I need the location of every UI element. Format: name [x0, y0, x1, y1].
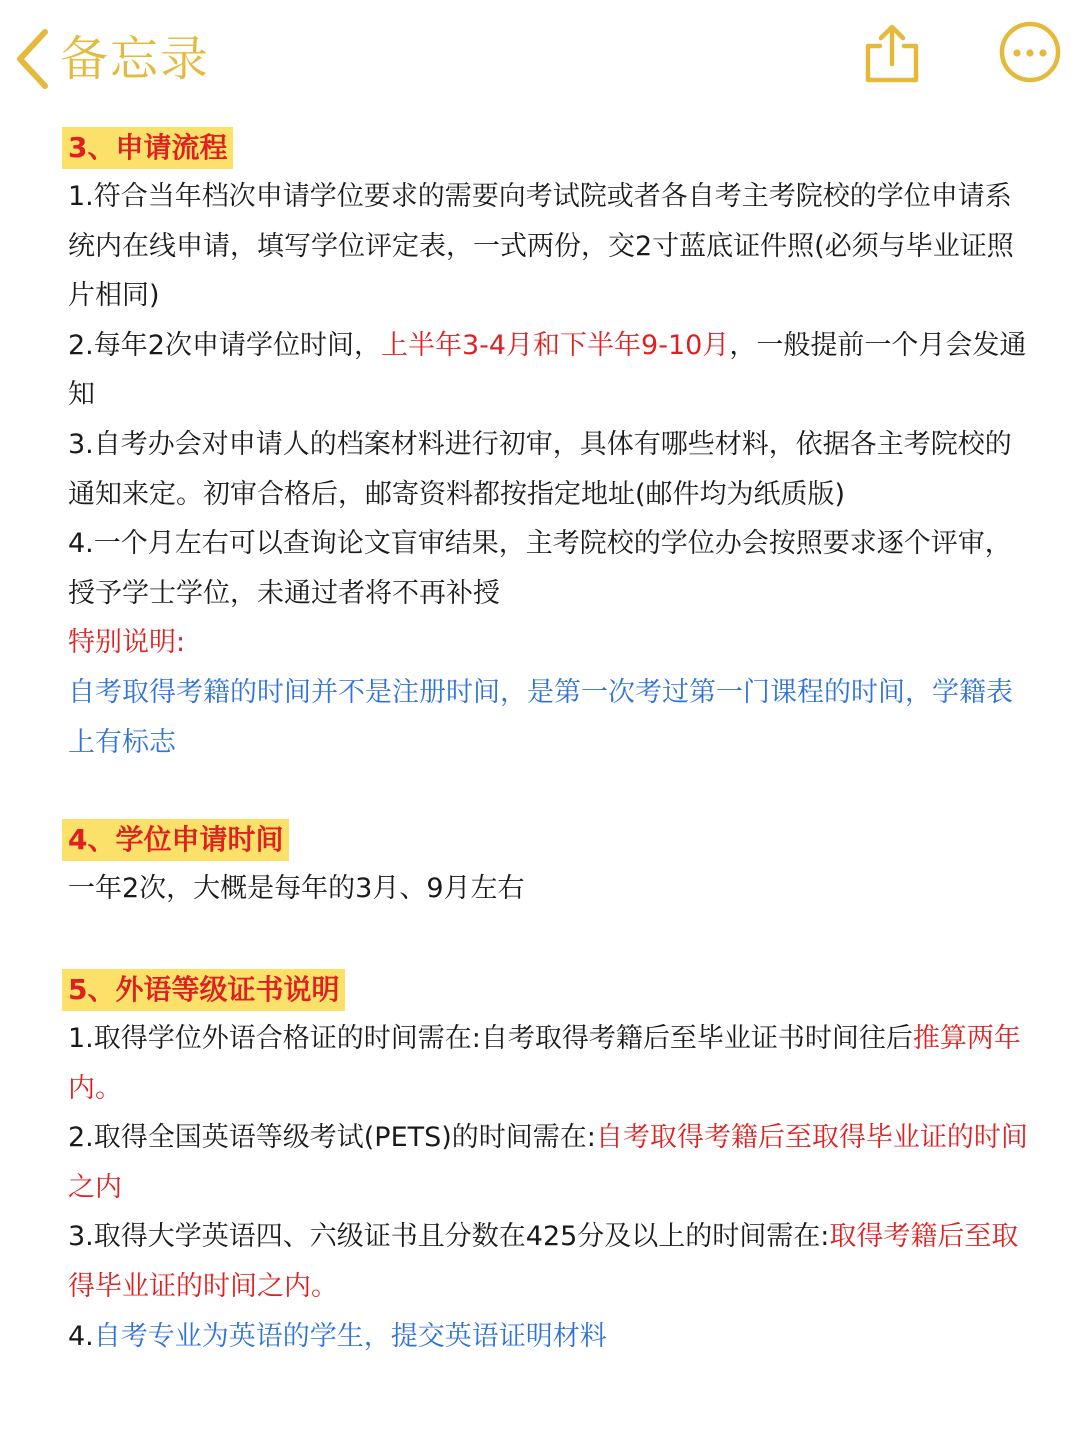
highlight-text: 自考取得考籍后至取得毕业证的时间之内	[68, 1122, 1028, 1203]
paragraph: 3.取得大学英语四、六级证书且分数在425分及以上的时间需在:取得考籍后至取得毕业证的时间之内。	[68, 1221, 1019, 1302]
section-degree-application-time	[68, 816, 1038, 914]
paragraph: 一年2次，大概是每年的3月、9月左右	[68, 873, 525, 904]
paragraph: 1.符合当年档次申请学位要求的需要向考试院或者各自考主考院校的学位申请系统内在线申请，填写学位评定表，一式两份，交2寸蓝底证件照(必须与毕业证照片相同)	[68, 181, 1014, 312]
paragraph: 2.取得全国英语等级考试(PETS)的时间需在:自考取得考籍后至取得毕业证的时间之内	[68, 1122, 1028, 1203]
highlight-text: 自考专业为英语的学生，提交英语证明材料	[93, 1320, 607, 1352]
section-heading: 5、外语等级证书说明	[62, 969, 345, 1011]
special-note-text: 自考取得考籍的时间并不是注册时间，是第一次考过第一门课程的时间，学籍表上有标志	[68, 676, 1013, 758]
paragraph: 4.一个月左右可以查询论文盲审结果，主考院校的学位办会按照要求逐个评审，授予学士学位，未通过者将不再补授	[68, 528, 1012, 609]
back-button[interactable]	[14, 26, 210, 92]
section-heading: 4、学位申请时间	[62, 819, 289, 861]
more-button[interactable]	[998, 20, 1062, 84]
ellipsis-circle-icon	[998, 69, 1062, 88]
paragraph: 3.自考办会对申请人的档案材料进行初审，具体有哪些材料，依据各主考院校的通知来定。初审合格后，邮寄资料都按指定地址(邮件均为纸质版)	[68, 428, 1012, 510]
share-button[interactable]	[862, 22, 922, 86]
paragraph: 2.每年2次申请学位时间，上半年3-4月和下半年9-10月，一般提前一个月会发通知	[68, 329, 1027, 411]
navigation-bar	[0, 0, 1080, 110]
special-note-label: 特别说明:	[68, 627, 186, 659]
highlight-text: 取得考籍后至取得毕业证的时间之内。	[68, 1221, 1019, 1302]
section-heading: 3、申请流程	[62, 127, 233, 169]
share-icon	[862, 71, 922, 90]
section-application-process	[68, 124, 1038, 767]
paragraph: 4.自考专业为英语的学生，提交英语证明材料	[68, 1320, 607, 1352]
section-foreign-language-certificate	[68, 966, 1038, 1361]
back-label: 备忘录	[60, 31, 211, 87]
chevron-left-icon	[14, 28, 50, 90]
highlight-text: 推算两年内。	[68, 1023, 1021, 1104]
highlight-text: 上半年3-4月和下半年9-10月	[380, 329, 730, 361]
paragraph: 1.取得学位外语合格证的时间需在:自考取得考籍后至毕业证书时间往后推算两年内。	[68, 1023, 1021, 1104]
